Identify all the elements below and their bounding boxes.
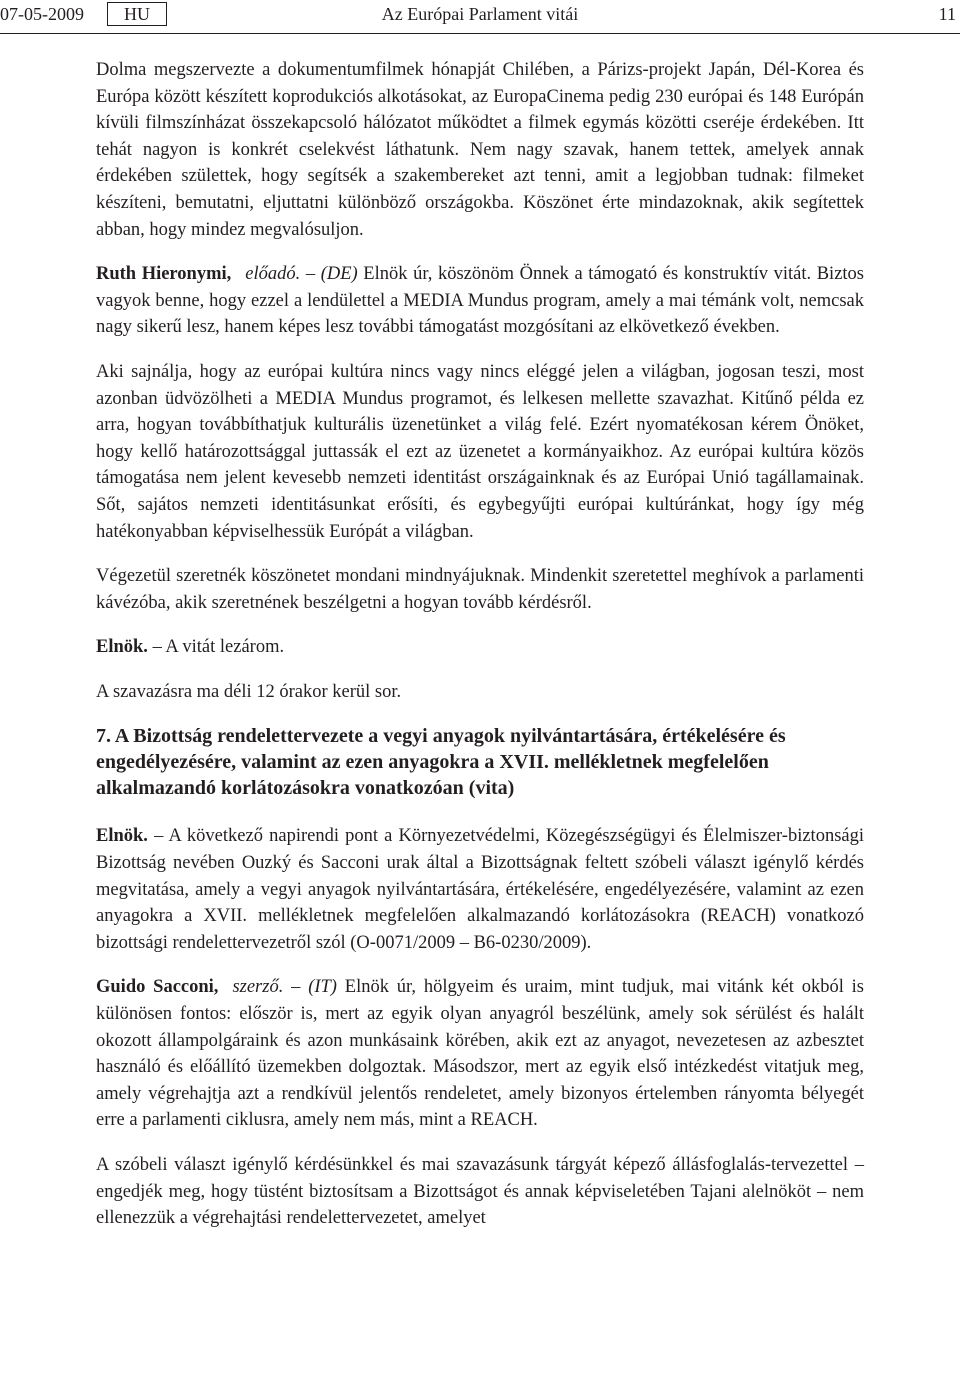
president-intro: [96, 823, 864, 956]
paragraph-question: A szóbeli választ igénylő kérdésünkkel és mai szavazásunk tárgyát képező állásfoglalás-tervezettel – engedjék meg, hogy tüstént biztosítsam a Bizottságot és annak képviseletében Tajani alelnököt – nem ellenezzük a végrehajtási rendelettervezetet, amelyet: [96, 1155, 864, 1229]
speech-text: – A következő napirendi pont a Környezetvédelmi, Közegészségügyi és Élelmiszer-biztonsági Bizottság nevében Ouzký és Sacconi urak által a Bizottságnak feltett szóbeli választ igénylő kérdés megvitatása, amely a vegyi anyagok nyilvántartására, értékelésére, engedélyezésére, valamint az ezen anyagokra a XVII. mellékletnek megfelelően alkalmazandó korlátozásokra (REACH) vonatkozó bizottsági rendelettervezetről szól (O-0071/2009 – B6-0230/2009).: [96, 826, 864, 953]
paragraph-culture: Aki sajnálja, hogy az európai kultúra nincs vagy nincs eléggé jelen a világban, jogosan teszi, most azonban üdvözölheti a MEDIA Mundus programot, és lelkesen mellette szavazhat. Kitűnő példa ez arra, hogyan továbbíthatjuk kulturális üzenetünket a világ felé. Ezért nyomatékosan kérem Önöket, hogy kellő határozottsággal juttassák el ezt az üzenetet a kormányaikhoz. Az európai kultúra közös támogatása nem jelent kevesebb nemzeti identitást országainknak és az Európai Unió tagállamainak. Sőt, sajátos nemzeti identitásunkat erősíti, és egybegyűjti európai kultúránkat, hogy így még hatékonyabban képviselhessük Európát a világban.: [96, 361, 864, 542]
language-code-box: HU: [107, 2, 167, 26]
speech-hieronymi: [96, 261, 864, 341]
header-rule: [0, 33, 960, 34]
dash: –: [283, 977, 309, 998]
president-closing: [96, 634, 864, 661]
journal-title: Az Európai Parlament vitái: [381, 4, 579, 24]
page-body: [96, 57, 864, 1232]
paragraph-thanks: Végezetül szeretnék köszönetet mondani mindnyájuknak. Mindenkit szeretettel meghívok a parlamenti kávézóba, akik szeretnének beszélgetni a hogyan tovább kérdésről.: [96, 566, 864, 613]
dash: –: [300, 264, 321, 285]
speaker-name: Guido Sacconi,: [96, 977, 219, 998]
speaker-name: Elnök.: [96, 637, 148, 658]
language-marker: (DE): [320, 264, 358, 285]
speaker-name: Elnök.: [96, 826, 148, 847]
agenda-item-heading: 7. A Bizottság rendelettervezete a vegyi anyagok nyilvántartására, értékelésére és engedélyezésére, valamint az ezen anyagokra a XVII. mellékletnek megfelelően alkalmazandó korlátozásokra vonatkozóan (vita): [96, 725, 786, 800]
language-marker: (IT): [308, 977, 337, 998]
speech-text: Elnök úr, hölgyeim és uraim, mint tudjuk, mai vitánk két okból is különösen fontos: először is, mert az egyik olyan anyagról beszélünk, amely sok sérülést és halált okozott állampolgáraink és azon munkásaink körében, akik ezt az anyagot, nevezetesen az azbesztet használó és előállító üzemekben dolgoztak. Másodszor, mert az egyik első intézkedést vitatjuk meg, amely végrehajtja azt a rendkívül jelentős rendeletet, amely bizonyos értelemben rányomta bélyegét erre a parlamenti ciklusra, amely nem más, mint a REACH.: [96, 977, 865, 1131]
speech-text: – A vitát lezárom.: [147, 637, 285, 658]
speaker-role: előadó.: [245, 264, 301, 285]
speech-text: Elnök úr, köszönöm Önnek a támogató és konstruktív vitát. Biztos vagyok benne, hogy ezzel a lendülettel a MEDIA Mundus program, amely a mai témánk volt, nemcsak nagy sikerű lesz, hanem képes lesz további támogatást mozgósítani az elkövetkező években.: [96, 264, 864, 338]
speaker-role: szerző.: [232, 977, 284, 998]
header-date: 07-05-2009: [0, 4, 84, 24]
speech-sacconi: [96, 974, 864, 1134]
vote-note: A szavazásra ma déli 12 órakor kerül sor.: [96, 681, 402, 702]
page-number: 11: [938, 4, 956, 24]
speaker-name: Ruth Hieronymi,: [96, 264, 232, 285]
page-header: [0, 0, 960, 32]
paragraph-dolma: Dolma megszervezte a dokumentumfilmek hónapját Chilében, a Párizs-projekt Japán, Dél-Korea és Európa között készített koprodukciós alkotásokat, az EuropaCinema pedig 230 európai és 148 Európán kívüli filmszínházat összekapcsoló hálózatot működtet a filmek egymás közötti cseréje érdekében. Itt tehát nagyon is konkrét cselekvést láthatunk. Nem nagy szavak, hanem tettek, amelyek annak érdekében születtek, hogy segítsék a szakembereket azt tenni, amit a legjobban tudnak: filmeket készíteni, bemutatni, eljuttatni különböző országokba. Köszönet érte mindazoknak, akik segítettek abban, hogy mindez megvalósuljon.: [96, 60, 864, 240]
